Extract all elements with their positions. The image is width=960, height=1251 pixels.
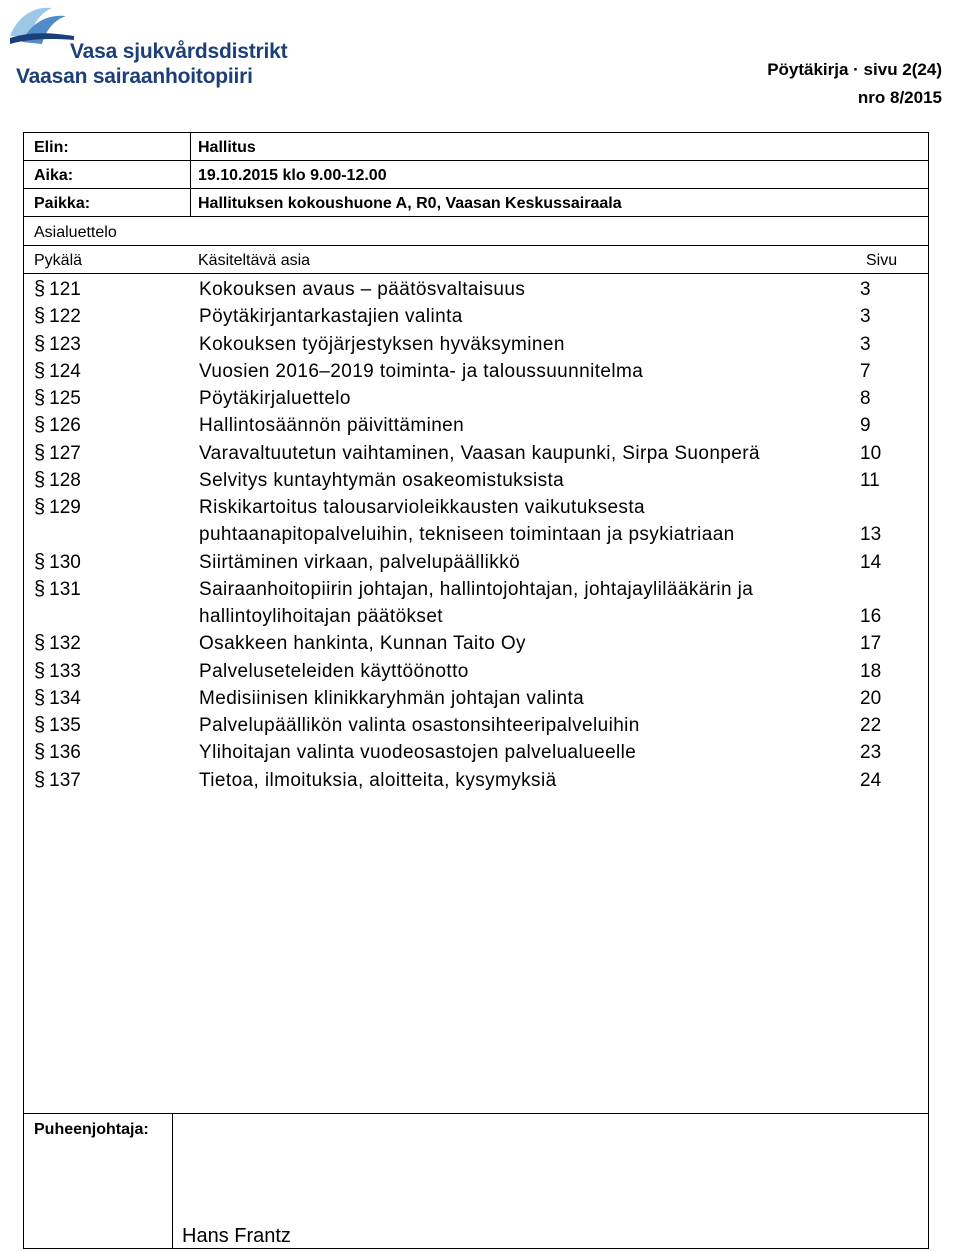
list-item bbox=[24, 739, 928, 766]
column-header-topic: Käsiteltävä asia bbox=[198, 252, 311, 269]
section-number bbox=[34, 276, 81, 303]
agenda-topic: Kokouksen avaus – päätösvaltaisuus bbox=[199, 279, 526, 300]
agenda-page: 24 bbox=[860, 769, 882, 791]
section-sign: § bbox=[34, 359, 46, 382]
section-number bbox=[34, 576, 81, 603]
agenda-list bbox=[24, 276, 928, 794]
agenda-topic: Siirtäminen virkaan, palvelupäällikkö bbox=[199, 551, 521, 573]
list-item bbox=[24, 467, 928, 494]
meta-label: Paikka: bbox=[34, 195, 91, 212]
section-sign: § bbox=[34, 741, 46, 764]
section-sign: § bbox=[34, 441, 46, 464]
section-number-value: 121 bbox=[49, 279, 81, 300]
list-item bbox=[24, 358, 928, 385]
list-item bbox=[24, 385, 928, 412]
section-number-value: 136 bbox=[49, 742, 81, 764]
divider bbox=[24, 1113, 928, 1114]
section-number-value: 126 bbox=[49, 415, 81, 437]
section-sign: § bbox=[34, 496, 46, 518]
section-number-value: 123 bbox=[49, 333, 81, 355]
section-number bbox=[34, 739, 81, 766]
list-item bbox=[24, 331, 928, 358]
agenda-topic: Osakkeen hankinta, Kunnan Taito Oy bbox=[199, 633, 526, 655]
section-sign: § bbox=[34, 550, 46, 573]
agenda-topic: Selvitys kuntayhtymän osakeomistuksista bbox=[199, 469, 565, 491]
list-item bbox=[24, 412, 928, 439]
signature-divider bbox=[172, 1113, 173, 1248]
section-number bbox=[34, 358, 81, 385]
agenda-page: 3 bbox=[860, 333, 871, 355]
section-number-value: 129 bbox=[49, 497, 81, 518]
agenda-page: 11 bbox=[860, 469, 880, 491]
wave-logo-icon bbox=[8, 2, 78, 48]
divider bbox=[24, 245, 928, 246]
section-number bbox=[34, 385, 81, 412]
section-number bbox=[34, 685, 81, 712]
section-number bbox=[34, 303, 81, 330]
section-number bbox=[34, 467, 81, 494]
section-number bbox=[34, 630, 81, 657]
signature-label: Puheenjohtaja: bbox=[34, 1121, 149, 1138]
section-sign: § bbox=[34, 468, 46, 491]
page-info bbox=[767, 56, 942, 112]
section-sign: § bbox=[34, 305, 46, 328]
section-sign: § bbox=[34, 278, 46, 300]
section-sign: § bbox=[34, 414, 46, 437]
agenda-page: 13 bbox=[860, 524, 882, 546]
section-sign: § bbox=[34, 387, 46, 409]
agenda-topic: Vuosien 2016–2019 toiminta- ja taloussuunnitelma bbox=[199, 360, 644, 382]
section-sign: § bbox=[34, 577, 46, 600]
org-name-finnish: Vaasan sairaanhoitopiiri bbox=[16, 65, 253, 88]
page-label: Pöytäkirja · sivu 2(24) bbox=[767, 60, 942, 79]
section-number-value: 134 bbox=[49, 687, 81, 709]
agenda-page: 14 bbox=[860, 551, 882, 573]
agenda-page: 20 bbox=[860, 687, 882, 709]
list-item bbox=[24, 494, 928, 549]
section-sign: § bbox=[34, 686, 46, 709]
meta-row-body bbox=[24, 133, 928, 161]
agenda-page: 3 bbox=[860, 279, 871, 300]
section-number-value: 127 bbox=[49, 442, 81, 464]
section-number-value: 128 bbox=[49, 469, 81, 491]
section-sign: § bbox=[34, 632, 46, 655]
agenda-page: 8 bbox=[860, 388, 871, 409]
agenda-page: 16 bbox=[860, 606, 882, 627]
agenda-topic: Hallintosäännön päivittäminen bbox=[199, 415, 465, 437]
section-number-value: 137 bbox=[49, 769, 81, 791]
minutes-form bbox=[23, 132, 929, 1249]
section-number-value: 132 bbox=[49, 633, 81, 655]
list-item bbox=[24, 712, 928, 739]
meta-row-place bbox=[24, 189, 928, 217]
section-number bbox=[34, 440, 81, 467]
meta-value: 19.10.2015 klo 9.00-12.00 bbox=[198, 167, 387, 184]
section-number-value: 133 bbox=[49, 660, 81, 682]
agenda-title: Asialuettelo bbox=[34, 224, 117, 241]
agenda-page: 17 bbox=[860, 633, 882, 655]
agenda-page: 3 bbox=[860, 306, 871, 328]
meta-row-time bbox=[24, 161, 928, 189]
list-item bbox=[24, 440, 928, 467]
column-header-page: Sivu bbox=[866, 252, 898, 269]
section-sign: § bbox=[34, 768, 46, 791]
meta-value: Hallituksen kokoushuone A, R0, Vaasan Keskussairaala bbox=[198, 195, 622, 212]
section-number bbox=[34, 712, 81, 739]
agenda-topic: Varavaltuutetun vaihtaminen, Vaasan kaupunki, Sirpa Suonperä bbox=[199, 442, 760, 464]
column-header-section: Pykälä bbox=[34, 252, 83, 269]
organization-logo bbox=[8, 2, 298, 90]
list-item bbox=[24, 576, 928, 631]
list-item bbox=[24, 630, 928, 657]
signature-name: Hans Frantz bbox=[182, 1225, 291, 1247]
section-number bbox=[34, 767, 81, 794]
section-sign: § bbox=[34, 714, 46, 736]
agenda-topic: Medisiinisen klinikkaryhmän johtajan valinta bbox=[199, 687, 585, 709]
section-sign: § bbox=[34, 332, 46, 355]
agenda-topic: Riskikartoitus talousarvioleikkausten vaikutuksesta puhtaanapitopalveluihin, tekniseen toimintaan ja psykiatriaan bbox=[199, 497, 735, 546]
meta-divider bbox=[190, 133, 191, 217]
divider bbox=[24, 273, 928, 274]
agenda-page: 18 bbox=[860, 660, 882, 682]
section-number-value: 131 bbox=[49, 578, 81, 600]
agenda-page: 22 bbox=[860, 715, 882, 736]
list-item bbox=[24, 658, 928, 685]
agenda-topic: Ylihoitajan valinta vuodeosastojen palvelualueelle bbox=[199, 742, 637, 764]
meta-value: Hallitus bbox=[198, 139, 256, 156]
section-number-value: 135 bbox=[49, 715, 81, 736]
agenda-topic: Palveluseteleiden käyttöönotto bbox=[199, 660, 469, 682]
agenda-topic: Palvelupäällikön valinta osastonsihteeripalveluihin bbox=[199, 715, 640, 736]
section-number bbox=[34, 494, 81, 521]
list-item bbox=[24, 767, 928, 794]
section-number bbox=[34, 549, 81, 576]
meta-label: Elin: bbox=[34, 139, 69, 156]
agenda-topic: Pöytäkirjantarkastajien valinta bbox=[199, 306, 463, 328]
section-sign: § bbox=[34, 659, 46, 682]
section-number bbox=[34, 658, 81, 685]
org-name-swedish: Vasa sjukvårdsdistrikt bbox=[70, 40, 288, 63]
agenda-page: 10 bbox=[860, 442, 882, 464]
agenda-topic: Pöytäkirjaluettelo bbox=[199, 388, 351, 409]
list-item bbox=[24, 685, 928, 712]
agenda-page: 23 bbox=[860, 742, 882, 764]
agenda-page: 7 bbox=[860, 360, 871, 382]
section-number-value: 124 bbox=[49, 360, 81, 382]
section-number bbox=[34, 331, 81, 358]
meta-label: Aika: bbox=[34, 167, 74, 184]
section-number-value: 125 bbox=[49, 388, 81, 409]
agenda-topic: Tietoa, ilmoituksia, aloitteita, kysymyksiä bbox=[199, 769, 557, 791]
list-item bbox=[24, 549, 928, 576]
agenda-topic: Kokouksen työjärjestyksen hyväksyminen bbox=[199, 333, 565, 355]
list-item bbox=[24, 303, 928, 330]
section-number-value: 122 bbox=[49, 306, 81, 328]
section-number-value: 130 bbox=[49, 551, 81, 573]
doc-number: nro 8/2015 bbox=[857, 88, 942, 107]
section-number bbox=[34, 412, 81, 439]
list-item bbox=[24, 276, 928, 303]
agenda-page: 9 bbox=[860, 415, 871, 437]
agenda-topic: Sairaanhoitopiirin johtajan, hallintojohtajan, johtajaylilääkärin ja hallintoylihoitajan päätökset bbox=[199, 578, 754, 627]
